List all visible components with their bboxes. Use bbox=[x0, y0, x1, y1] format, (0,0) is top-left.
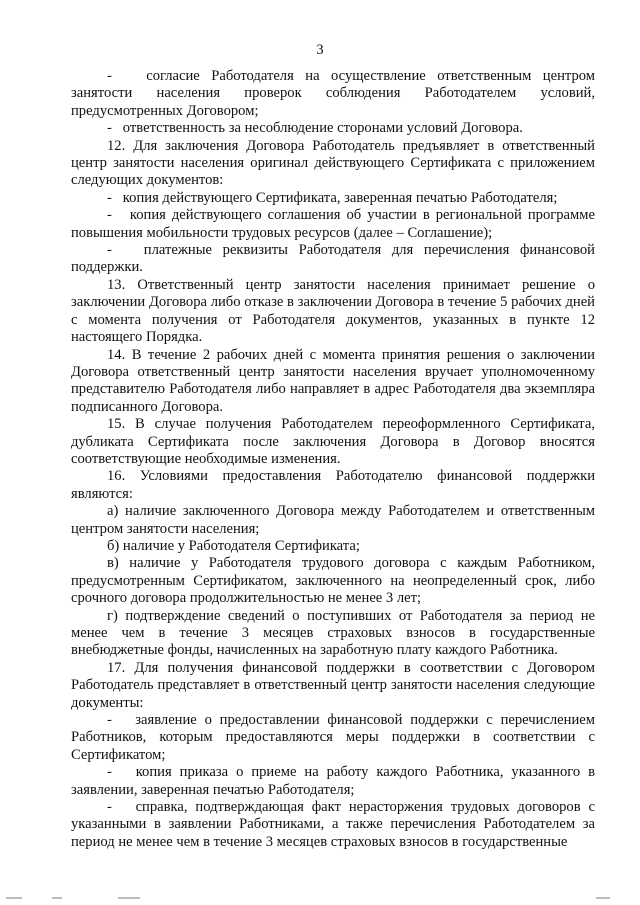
scan-mark bbox=[118, 897, 140, 899]
paragraph-16-v: в) наличие у Работодателя трудового договора с каждым Работником, предусмотренным Сертификатом, заключенного на неопределенный срок, либо срочного договора продолжительностью не менее 3 лет; bbox=[71, 555, 595, 607]
paragraph-17-item-2: - копия приказа о приеме на работу каждого Работника, указанного в заявлении, заверенная печатью Работодателя; bbox=[71, 764, 595, 798]
page-number: 3 bbox=[316, 42, 324, 58]
paragraph-14: 14. В течение 2 рабочих дней с момента принятия решения о заключении Договора ответственный центр занятости населения вручает уполномоченному представителю Работодателя либо направляет в адрес Работодателя два экземпляра подписанного Договора. bbox=[71, 346, 595, 415]
paragraph-12: 12. Для заключения Договора Работодатель предъявляет в ответственный центр занятости населения оригинал действующего Сертификата с приложением следующих документов: bbox=[71, 137, 595, 189]
scan-mark bbox=[6, 897, 22, 899]
paragraph-13: 13. Ответственный центр занятости населения принимает решение о заключении Договора либо отказе в заключении Договора в течение 5 рабочих дней с момента получения от Работодателя документов, указанных в пункте 12 настоящего Порядка. bbox=[71, 276, 595, 346]
paragraph-12-item-3: - платежные реквизиты Работодателя для перечисления финансовой поддержки. bbox=[71, 242, 595, 276]
paragraph-17-item-1: - заявление о предоставлении финансовой поддержки с перечислением Работников, которым предоставляются меры поддержки в соответствии с Сертификатом; bbox=[71, 712, 595, 763]
scan-edge-marks bbox=[0, 893, 640, 899]
paragraph-15: 15. В случае получения Работодателем переоформленного Сертификата, дубликата Сертификата после заключения Договора в Договор вносятся соответствующие необходимые изменения. bbox=[71, 416, 595, 467]
paragraph-17-item-3: - справка, подтверждающая факт нерасторжения трудовых договоров с указанными в заявлении Работниками, а также перечисления Работодателем за период не менее чем в течение 3 месяцев страховых взносов в государственные bbox=[71, 799, 595, 850]
document-body bbox=[71, 68, 595, 851]
paragraph-16-a: а) наличие заключенного Договора между Работодателем и ответственным центром занятости населения; bbox=[71, 503, 595, 537]
paragraph-12-item-2: - копия действующего соглашения об участии в региональной программе повышения мобильности трудовых ресурсов (далее – Соглашение); bbox=[71, 207, 595, 241]
scan-mark bbox=[52, 897, 62, 899]
paragraph-responsibility: - ответственность за несоблюдение сторонами условий Договора. bbox=[107, 120, 523, 137]
paragraph-17: 17. Для получения финансовой поддержки в соответствии с Договором Работодатель представляет в ответственный центр занятости населения следующие документы: bbox=[71, 659, 595, 711]
paragraph-16-g: г) подтверждение сведений о поступивших от Работодателя за период не менее чем в течение 3 месяцев страховых взносов в государственные внебюджетные фонды, начисленных на заработную плату каждого Работника. bbox=[71, 607, 595, 659]
paragraph-16: 16. Условиями предоставления Работодателю финансовой поддержки являются: bbox=[71, 468, 595, 502]
paragraph-16-b: б) наличие у Работодателя Сертификата; bbox=[107, 537, 360, 554]
paragraph-consent: - согласие Работодателя на осуществление ответственным центром занятости населения проверок соблюдения Работодателем условий, предусмотренных Договором; bbox=[71, 68, 595, 119]
scan-mark bbox=[596, 897, 610, 899]
paragraph-12-item-1: - копия действующего Сертификата, заверенная печатью Работодателя; bbox=[107, 189, 558, 206]
